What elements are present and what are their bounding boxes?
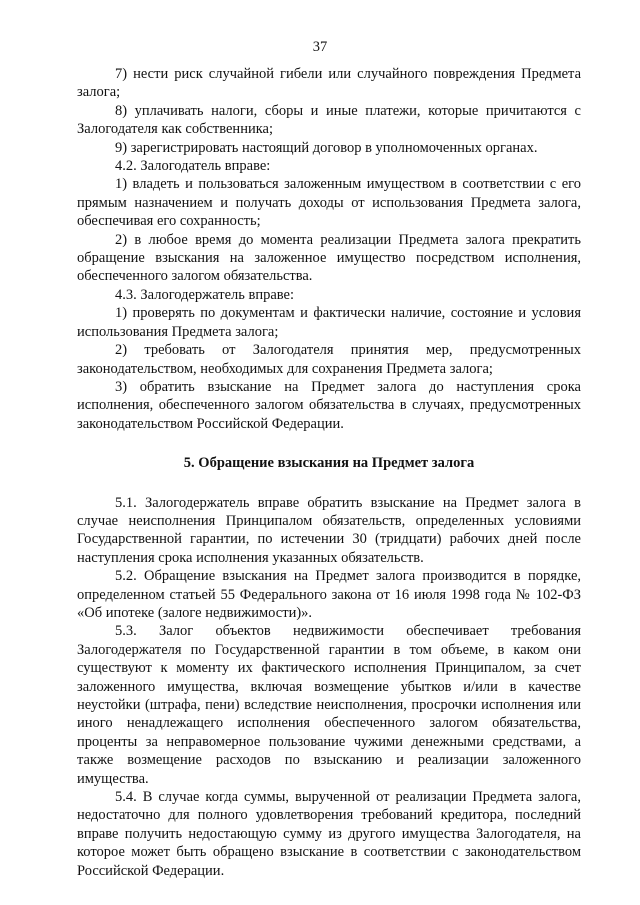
clause-5-3: 5.3. Залог объектов недвижимости обеспечивает требования Залогодержателя по Государственной гарантии в том объеме, в каком они существуют к моменту их фактического исполнения Принципалом, за счет заложенного имущества, включая возмещение убытков и/или в качестве неустойки (штрафа, пени) вследствие неисполнения, просрочки исполнения или иного ненадлежащего исполнения обеспеченного залогом обязательства, проценты за неправомерное пользование чужими денежными средствами, а также возмещение расходов по взысканию и реализации заложенного имущества. [77, 623, 581, 787]
section-5-heading: 5. Обращение взыскания на Предмет залога [183, 455, 475, 472]
clause-4-1-item-7: 7) нести риск случайной гибели или случайного повреждения Предмета залога; [77, 66, 581, 101]
clause-5-1: 5.1. Залогодержатель вправе обратить взыскание на Предмет залога в случае неисполнения Принципалом обязательств, определенных условиями Государственной гарантии, по истечении 30 (тридцати) рабочих дней после наступления срока исполнения указанных обязательств. [77, 494, 581, 566]
page-number: 37 [312, 39, 328, 55]
clause-4-2-item-1: 1) владеть и пользоваться заложенным имуществом в соответствии с его прямым назначением и получать доходы от использования Предмета залога, обеспечивая его сохранность; [77, 176, 581, 230]
clause-4-3-title: 4.3. Залогодержатель вправе: [115, 286, 295, 303]
clause-4-3-item-3: 3) обратить взыскание на Предмет залога до наступления срока исполнения, обеспеченного залогом обязательства в случаях, предусмотренных законодательством Российской Федерации. [77, 378, 581, 432]
clause-4-1-item-9: 9) зарегистрировать настоящий договор в уполномоченных органах. [115, 139, 538, 156]
clause-4-2-item-2: 2) в любое время до момента реализации Предмета залога прекратить обращение взыскания на заложенное имущество посредством исполнения, обеспеченного залогом обязательства. [77, 231, 581, 285]
clause-4-3-item-2: 2) требовать от Залогодателя принятия мер, предусмотренных законодательством, необходимых для сохранения Предмета залога; [77, 342, 581, 377]
clause-5-4: 5.4. В случае когда суммы, вырученной от реализации Предмета залога, недостаточно для полного удовлетворения требований кредитора, последний вправе получить недостающую сумму из другого имущества Залогодателя, на которое может быть обращено взыскание в соответствии с законодательством Российской Федерации. [77, 789, 581, 879]
clause-5-2: 5.2. Обращение взыскания на Предмет залога производится в порядке, определенном статьей 55 Федерального закона от 16 июля 1998 года № 102-ФЗ «Об ипотеке (залоге недвижимости)». [77, 568, 581, 621]
clause-4-3-item-1: 1) проверять по документам и фактически наличие, состояние и условия использования Предмета залога; [77, 305, 581, 340]
document-body [77, 65, 581, 880]
clause-4-1-item-8: 8) уплачивать налоги, сборы и иные платежи, которые причитаются с Залогодателя как собственника; [77, 102, 581, 138]
clause-4-2-title: 4.2. Залогодатель вправе: [115, 158, 271, 175]
